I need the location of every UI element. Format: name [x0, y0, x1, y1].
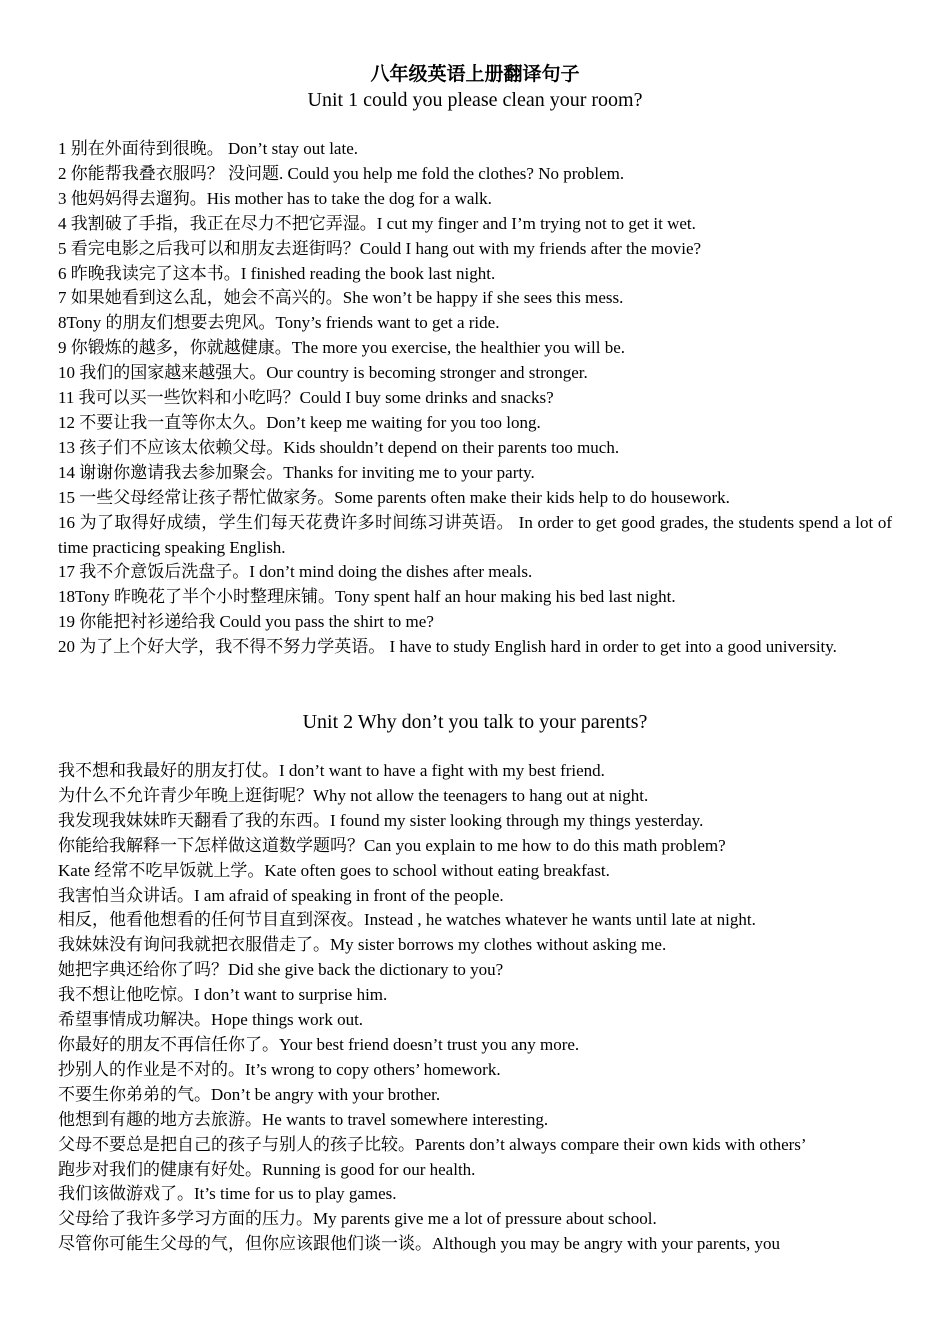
sentence-line: 希望事情成功解决。Hope things work out. [58, 1010, 364, 1030]
sentence-line: 4 我割破了手指，我正在尽力不把它弄湿。I cut my finger and I’m trying not to get it wet. [58, 213, 696, 233]
sentence-line: 11 我可以买一些饮料和小吃吗？Could I buy some drinks and snacks? [58, 388, 554, 408]
sentence-line: 跑步对我们的健康有好处。Running is good for our health. [58, 1159, 476, 1179]
sentence-line: 我发现我妹妹昨天翻看了我的东西。I found my sister looking through my things yesterday. [58, 810, 704, 830]
unit2-sentence-list [58, 759, 892, 1257]
sentence-line: 你最好的朋友不再信任你了。Your best friend doesn’t trust you any more. [58, 1034, 580, 1054]
sentence-line: 父母给了我许多学习方面的压力。My parents give me a lot of pressure about school. [58, 1209, 657, 1229]
page-title: 八年级英语上册翻译句子 [370, 64, 580, 85]
sentence-line: 10 我们的国家越来越强大。Our country is becoming stronger and stronger. [58, 363, 588, 383]
sentence-line: 我妹妹没有询问我就把衣服借走了。My sister borrows my clothes without asking me. [58, 935, 667, 955]
sentence-line: 1 别在外面待到很晚。 Don’t stay out late. [58, 139, 358, 158]
sentence-line: 7 如果她看到这么乱，她会不高兴的。She won’t be happy if she sees this mess. [58, 288, 624, 308]
sentence-line: Kate 经常不吃早饭就上学。Kate often goes to school without eating breakfast. [58, 860, 610, 880]
sentence-line: 19 你能把衬衫递给我 Could you pass the shirt to me? [58, 612, 434, 632]
sentence-line: 18Tony 昨晚花了半个小时整理床铺。Tony spent half an hour making his bed last night. [58, 587, 676, 607]
sentence-line: 5 看完电影之后我可以和朋友去逛街吗？Could I hang out with my friends after the movie? [58, 238, 702, 258]
sentence-line: 他想到有趣的地方去旅游。He wants to travel somewhere interesting. [58, 1109, 549, 1129]
sentence-line: 我不想和我最好的朋友打仗。I don’t want to have a fight with my best friend. [58, 761, 605, 780]
sentence-line: 父母不要总是把自己的孩子与别人的孩子比较。Parents don’t always compare their own kids with others’ [58, 1134, 807, 1154]
sentence-line: 20 为了上个好大学，我不得不努力学英语。 I have to study English hard in order to get into a good university. [58, 637, 837, 657]
sentence-line: 2 你能帮我叠衣服吗？ 没问题. Could you help me fold the clothes? No problem. [58, 163, 625, 183]
sentence-line: 我害怕当众讲话。I am afraid of speaking in front of the people. [58, 885, 504, 905]
sentence-line: 8Tony 的朋友们想要去兜风。Tony’s friends want to get a ride. [58, 313, 500, 333]
sentence-line: 13 孩子们不应该太依赖父母。Kids shouldn’t depend on their parents too much. [58, 437, 620, 457]
sentence-line: 17 我不介意饭后洗盘子。I don’t mind doing the dishes after meals. [58, 562, 533, 582]
unit1-sentence-list [58, 137, 892, 660]
sentence-line: 14 谢谢你邀请我去参加聚会。Thanks for inviting me to your party. [58, 462, 535, 482]
sentence-line: 她把字典还给你了吗？Did she give back the dictionary to you? [58, 960, 504, 980]
unit2-heading: Unit 2 Why don’t you talk to your parents? [302, 711, 648, 733]
sentence-line: 6 昨晚我读完了这本书。I finished reading the book last night. [58, 263, 496, 283]
sentence-line: 抄别人的作业是不对的。It’s wrong to copy others’ homework. [58, 1059, 501, 1079]
sentence-line: 尽管你可能生父母的气，但你应该跟他们谈一谈。Although you may be angry with your parents, you [58, 1234, 780, 1254]
unit1-heading: Unit 1 could you please clean your room? [307, 89, 643, 111]
sentence-line: 我不想让他吃惊。I don’t want to surprise him. [58, 985, 388, 1005]
sentence-line: 15 一些父母经常让孩子帮忙做家务。Some parents often make their kids help to do housework. [58, 487, 730, 507]
sentence-line: 不要生你弟弟的气。Don’t be angry with your brother. [58, 1084, 441, 1104]
sentence-line: 9 你锻炼的越多，你就越健康。The more you exercise, the healthier you will be. [58, 338, 626, 358]
sentence-line: 你能给我解释一下怎样做这道数学题吗？Can you explain to me how to do this math problem? [58, 835, 726, 855]
sentence-line: 3 他妈妈得去遛狗。His mother has to take the dog for a walk. [58, 188, 492, 208]
sentence-line: 相反，他看他想看的任何节目直到深夜。Instead , he watches whatever he wants until late at night. [58, 910, 756, 930]
sentence-line: 我们该做游戏了。It’s time for us to play games. [58, 1184, 397, 1204]
sentence-line: 16 为了取得好成绩，学生们每天花费许多时间练习讲英语。 In order to get good grades, the students spend a lot of time practicing speaking English. [58, 512, 892, 557]
sentence-line: 12 不要让我一直等你太久。Don’t keep me waiting for you too long. [58, 412, 541, 432]
sentence-line: 为什么不允许青少年晚上逛街呢？Why not allow the teenagers to hang out at night. [58, 785, 649, 805]
